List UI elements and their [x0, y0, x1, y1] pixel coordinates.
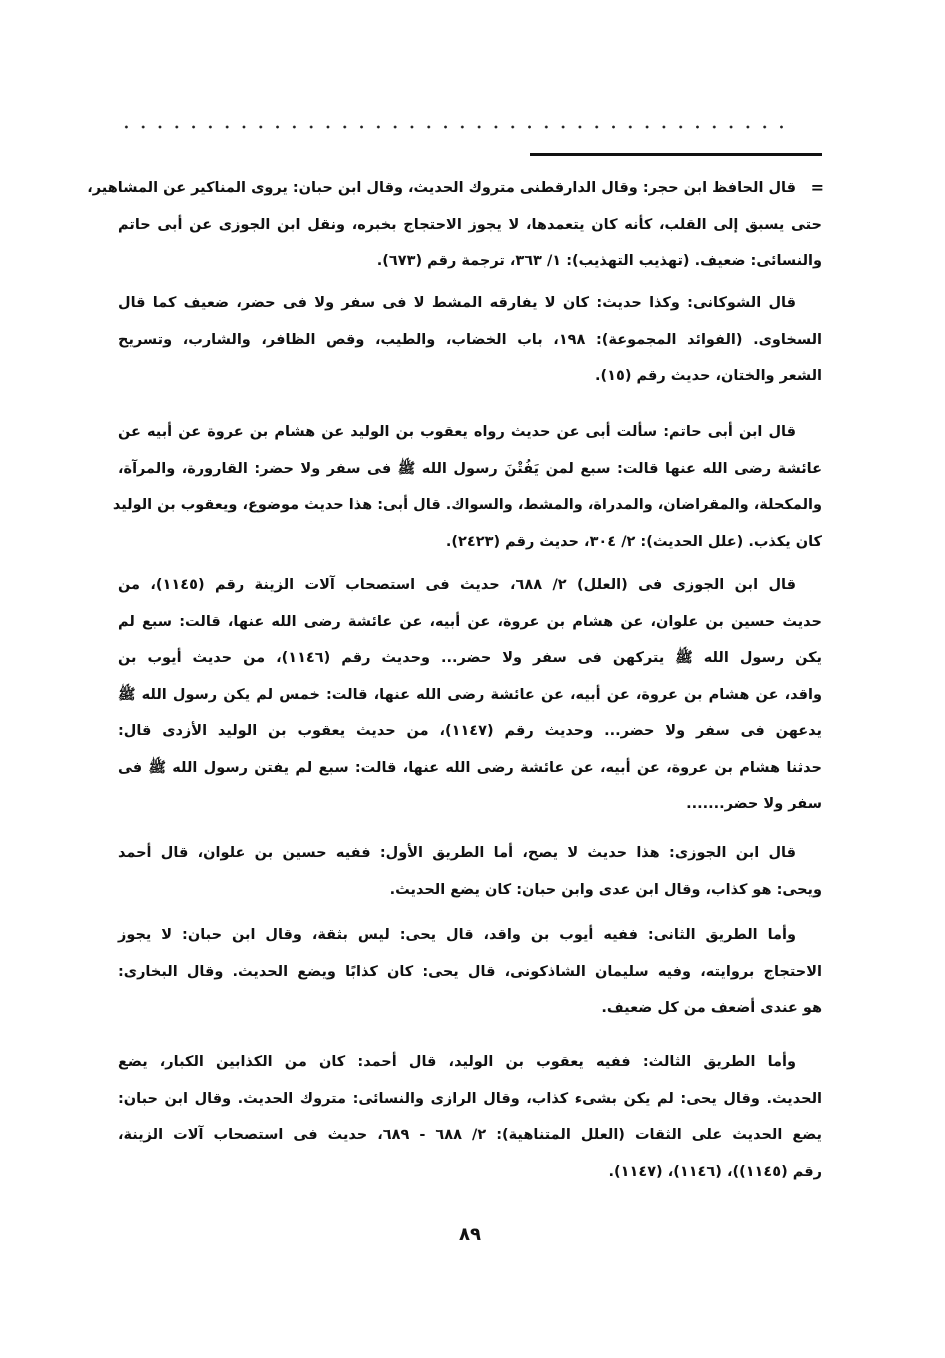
text-line: واقد، عن هشام بن عروة، عن أبيه، عن عائشة رضى الله عنها، قالت: خمس لم يكن رسول الله ﷺ	[118, 686, 822, 703]
text-line: هو عندى أضعف من كل ضعيف.	[601, 1000, 822, 1016]
text-line: الحديث. وقال يحى: لم يكن بشىء كذاب، وقال الرازى والنسائى: متروك الحديث. وقال ابن حبان:	[118, 1090, 822, 1107]
footnote-paragraph	[118, 567, 822, 823]
text-line: يدعهن فى سفر ولا حضر... وحديث رقم (١١٤٧)، من حديث يعقوب بن الوليد الأزدى قال:	[118, 723, 822, 739]
text-line: قال ابن أبى حاتم: سألت أبى عن حديث رواه يعقوب بن الوليد عن هشام بن عروة عن أبيه عن	[118, 424, 796, 440]
text-line: حديث حسين بن علوان، عن هشام بن عروة، عن أبيه، عن عائشة رضى الله عنها، قالت: سبع لم	[118, 613, 822, 630]
text-line: يكن رسول الله ﷺ يتركهن فى سفر ولا حضر... وحديث رقم (١١٤٦)، من حديث أيوب بن	[118, 650, 822, 666]
footnote-rule	[530, 153, 822, 156]
footnote-paragraph	[118, 1044, 822, 1190]
text-line: قال الحافظ ابن حجر: وقال الدارقطنى متروك الحديث، وقال ابن حبان: يروى المناكير عن المشاهير،	[87, 180, 796, 196]
text-line: كان يكذب. (علل الحديث): ٢/ ٣٠٤، حديث رقم (٢٤٢٣).	[445, 533, 822, 550]
footnote-paragraph	[118, 917, 822, 1027]
text-line: والمكحلة، والمقراضان، والمدراة، والمشط، والسواك. قال أبى: هذا حديث موضوع، ويعقوب بن الوليد	[112, 497, 822, 513]
footnote-paragraph	[118, 835, 822, 908]
footnote-paragraph	[112, 414, 822, 560]
text-line: وأما الطريق الثانى: ففيه أيوب بن واقد، قال يحى: ليس بثقة، وقال ابن حبان: لا يجوز	[118, 927, 796, 943]
text-line: قال ابن الجوزى فى (العلل) ٢/ ٦٨٨، حديث فى استصحاب آلات الزينة رقم (١١٤٥)، من	[118, 577, 796, 593]
text-line: ويحى: هو كذاب، وقال ابن عدى وابن حبان: كان يضع الحديث.	[389, 881, 822, 898]
text-line: يضع الحديث على الثقات (العلل المتناهية): ٢/ ٦٨٨ - ٦٨٩، حديث فى استصحاب آلات الزينة،	[118, 1127, 822, 1143]
text-line: وأما الطريق الثالث: ففيه يعقوب بن الوليد، قال أحمد: كان من الكذابين الكبار، يضع	[118, 1054, 796, 1070]
footnote-paragraph	[118, 285, 822, 395]
continuation-marker: =	[810, 178, 824, 197]
dotted-separator	[118, 122, 790, 132]
text-line: حدثنا هشام بن عروة، عن أبيه، عن عائشة رضى الله عنها، قالت: سبع لم يفتن رسول الله ﷺ فى	[118, 759, 822, 776]
text-line: عائشة رضى الله عنها قالت: سبع لمن يَفُتْنَ رسول الله ﷺ فى سفر ولا حضر: القارورة، والمرآة،	[118, 460, 822, 477]
page-number: ٨٩	[459, 1224, 481, 1245]
text-line: والنسائى: ضعيف. (تهذيب التهذيب): ١/ ٣٦٣، ترجمة رقم (٦٧٣).	[376, 253, 822, 269]
text-line: السخاوى. (الفوائد المجموعة): ١٩٨، باب الخضاب، والطيب، وقص الظافر، والشارب، وتسريح	[118, 331, 822, 348]
text-line: قال الشوكانى: وكذا حديث: كان لا يفارقه المشط لا فى سفر ولا فى حضر، ضعيف كما قال	[118, 295, 796, 311]
text-line: الشعر والختان، حديث رقم (١٥).	[595, 368, 822, 384]
text-line: حتى يسبق إلى القلب، كأنه كان يتعمدها، لا يجوز الاحتجاج بخبره، ونقل ابن الجوزى عن أبى حاتم	[118, 216, 822, 233]
footnote-paragraph	[87, 170, 824, 280]
text-line: سفر ولا حضر.......	[686, 796, 822, 812]
text-line: رقم (١١٤٥))، (١١٤٦)، (١١٤٧).	[608, 1163, 822, 1180]
text-line: الاحتجاج بروايته، وفيه سليمان الشاذكونى، قال يحى: كان كذابًا ويضع الحديث. وقال البخارى:	[118, 963, 822, 980]
text-line: قال ابن الجوزى: هذا حديث لا يصح، أما الطريق الأول: ففيه حسين بن علوان، قال أحمد	[118, 845, 796, 861]
